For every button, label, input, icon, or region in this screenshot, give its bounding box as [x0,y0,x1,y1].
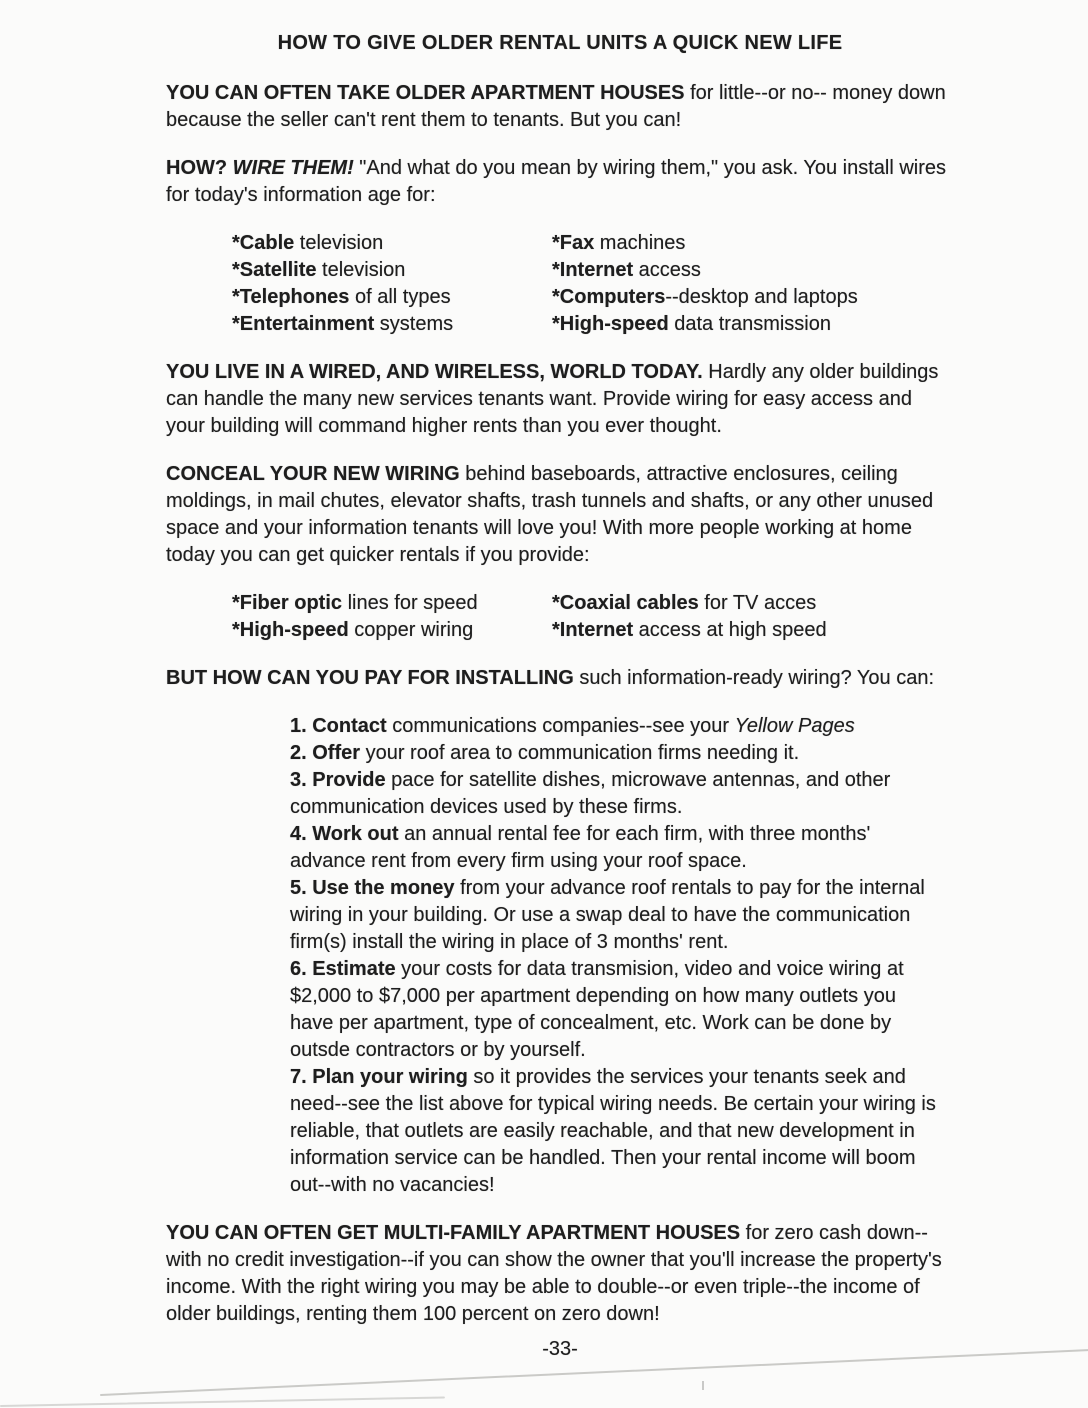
step-item [290,713,940,740]
list-item-text: lines for speed [342,592,478,614]
paragraph-lead-bold: YOU CAN OFTEN GET MULTI-FAMILY APARTMENT HOUSES [166,1222,741,1244]
list-item-text: television [294,232,384,254]
list-item-text: for TV acces [698,592,817,614]
step-item [290,767,940,821]
list-item-bold: *Telephones [232,286,350,308]
step-lead-bold: 3. Provide [290,769,386,791]
list-item [232,257,552,284]
step-item [290,740,940,767]
list-item-bold: *High-speed [232,619,349,641]
paragraph-text: for zero cash down--with no credit investigation--if you can show the owner that you'll increase the property's income. With the right wiring you may be able to double--or even triple--the income of older buildings, renting them 100 percent on zero down! [166,1222,942,1325]
list-item [552,257,954,284]
list-item-bold: *Computers [552,286,666,308]
list-item [552,284,954,311]
list-item-bold: *High-speed [552,313,669,335]
step-text: your costs for data transmision, video and voice wiring at $2,000 to $7,000 per apartment depending on how many outlets you have per apartment, type of concealment, etc. Work can be done by outsde contractors or by yourself. [290,958,904,1061]
step-lead-bold: 7. Plan your wiring [290,1066,468,1088]
paragraph-conceal-wiring [166,461,954,569]
wiring-services-right-column [552,230,954,338]
paragraph-text: such information-ready wiring? You can: [573,667,935,689]
list-item-bold: *Fax [552,232,595,254]
list-item-bold: *Internet [552,259,634,281]
list-item-bold: *Cable [232,232,295,254]
paragraph-how-wire-them [166,155,954,209]
step-text: so it provides the services your tenants seek and need--see the list above for typical wiring needs. Be certain your wiring is reliable, that outlets are easily reachable, and that new development in information service can be handled. Then your rental income will boom out--with no vacancies! [290,1066,936,1196]
numbered-steps-list [290,713,940,1199]
step-item [290,821,940,875]
paragraph-wired-world [166,359,954,440]
provide-list-right-column [552,590,954,644]
paragraph-lead-bold: HOW? [166,157,233,179]
provide-wiring-list [232,590,954,644]
list-item-text: of all types [349,286,451,308]
list-item-text: machines [594,232,686,254]
paragraph-take-older-houses [166,80,954,134]
list-item-text: --desktop and laptops [665,286,858,308]
document-content [166,30,954,1363]
page-title: HOW TO GIVE OLDER RENTAL UNITS A QUICK NEW LIFE [277,32,843,54]
list-item-text: access at high speed [633,619,827,641]
step-text: communications companies--see your [386,715,735,737]
list-item [552,590,954,617]
list-item-text: television [316,259,406,281]
step-text: from your advance roof rentals to pay for the internal wiring in your building. Or use a swap deal to have the communication firm(s) install the wiring in place of 3 months' rent. [290,877,925,953]
list-item [232,590,552,617]
step-text: your roof area to communication firms needing it. [360,742,800,764]
list-item-text: copper wiring [348,619,474,641]
list-item-bold: *Coaxial cables [552,592,699,614]
paragraph-text: Hardly any older buildings can handle the many new services tenants want. Provide wiring for easy access and your building will command higher rents than you ever thought. [166,361,939,437]
step-lead-bold: 6. Estimate [290,958,396,980]
paragraph-text: behind baseboards, attractive enclosures, ceiling moldings, in mail chutes, elevator shafts, trash tunnels and shafts, or any other unused space and your information tenants will love you! With more people working at home today you can get quicker rentals if you provide: [166,463,934,566]
paragraph-multi-family [166,1220,954,1328]
list-item [232,617,552,644]
step-text: pace for satellite dishes, microwave antennas, and other communication devices used by these firms. [290,769,891,818]
list-item-text: systems [374,313,454,335]
step-lead-bold: 5. Use the money [290,877,455,899]
list-item [552,617,954,644]
page-number: -33- [542,1338,578,1360]
paragraph-how-to-pay [166,665,954,692]
paragraph-text: for little--or no-- money down because the seller can't rent them to tenants. But you can! [166,82,946,131]
list-item-bold: *Entertainment [232,313,375,335]
step-lead-bold: 2. Offer [290,742,361,764]
paragraph-lead-bold: YOU LIVE IN A WIRED, AND WIRELESS, WORLD TODAY. [166,361,703,383]
list-item-bold: *Internet [552,619,634,641]
step-lead-bold: 1. Contact [290,715,387,737]
list-item [232,311,552,338]
paragraph-bold-italic: WIRE THEM! [232,157,354,179]
wiring-services-left-column [232,230,552,338]
list-item [232,230,552,257]
step-lead-bold: 4. Work out [290,823,399,845]
step-item [290,1064,940,1199]
step-italic-text: Yellow Pages [734,715,855,737]
list-item-bold: *Satellite [232,259,317,281]
step-item [290,956,940,1064]
list-item [552,311,954,338]
list-item-text: access [633,259,701,281]
paragraph-text: "And what do you mean by wiring them," you ask. You install wires for today's information age for: [166,157,947,206]
list-item [552,230,954,257]
scan-artifact-tick [702,1381,704,1390]
paragraph-lead-bold: YOU CAN OFTEN TAKE OLDER APARTMENT HOUSES [166,82,685,104]
provide-list-left-column [232,590,552,644]
step-item [290,875,940,956]
step-text: an annual rental fee for each firm, with three months' advance rent from every firm using your roof space. [290,823,871,872]
scan-artifact-line [0,1396,445,1407]
list-item-bold: *Fiber optic [232,592,343,614]
list-item-text: data transmission [668,313,831,335]
list-item [232,284,552,311]
wiring-services-list [232,230,954,338]
paragraph-lead-bold: BUT HOW CAN YOU PAY FOR INSTALLING [166,667,574,689]
paragraph-lead-bold: CONCEAL YOUR NEW WIRING [166,463,460,485]
